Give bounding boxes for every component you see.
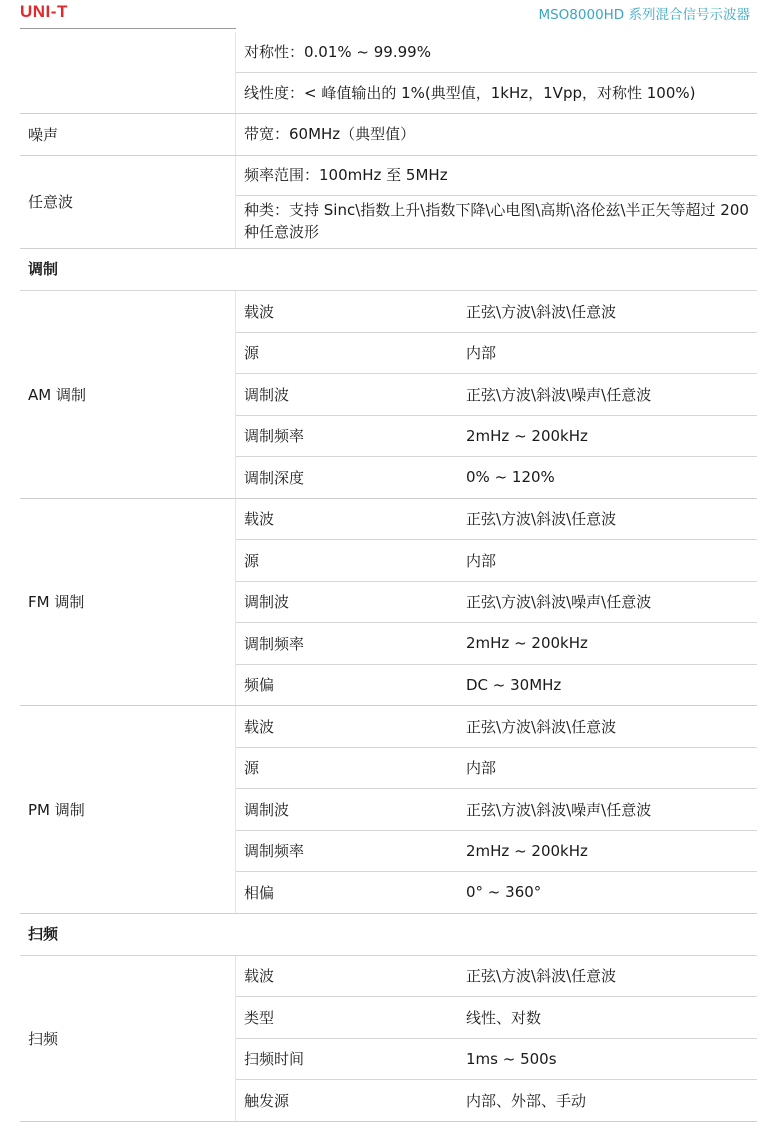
- param-name: 调制波: [244, 385, 290, 404]
- param-name: 载波: [244, 510, 275, 529]
- param-value: 0% ~ 120%: [466, 468, 555, 487]
- table-row: [236, 374, 757, 416]
- param-name: 调制频率: [244, 634, 305, 653]
- table-row: [236, 291, 757, 333]
- page-header: [0, 0, 780, 30]
- param-name: 载波: [244, 717, 275, 736]
- param-name: 载波: [244, 302, 275, 321]
- table-row: [236, 416, 757, 458]
- table-row: [236, 789, 757, 831]
- section-heading-sweep: 扫频: [20, 914, 757, 956]
- param-name: 调制频率: [244, 842, 305, 861]
- section-heading-modulation: 调制: [20, 249, 757, 291]
- param-value: 内部: [466, 551, 497, 570]
- param-value: 内部: [466, 344, 497, 363]
- table-row: [236, 540, 757, 582]
- group-label-am: AM 调制: [20, 291, 236, 498]
- param-value: 正弦\方波\斜波\任意波: [466, 717, 617, 736]
- table-row: [236, 333, 757, 375]
- table-row: [236, 1039, 757, 1081]
- table-row: [236, 831, 757, 873]
- param-value: 2mHz ~ 200kHz: [466, 841, 588, 860]
- table-row: [236, 872, 757, 913]
- sweep-group: [20, 956, 757, 1122]
- spec-line-linearity: 线性度：< 峰值输出的 1%(典型值，1kHz，1Vpp，对称性 100%): [244, 83, 696, 102]
- param-value: 正弦\方波\斜波\噪声\任意波: [466, 593, 652, 612]
- param-value: 正弦\方波\斜波\任意波: [466, 510, 617, 529]
- param-value: 正弦\方波\斜波\噪声\任意波: [466, 800, 652, 819]
- param-value: 2mHz ~ 200kHz: [466, 634, 588, 653]
- header-divider: [20, 28, 236, 29]
- spec-table: [20, 32, 757, 1122]
- group-label-pm: PM 调制: [20, 706, 236, 913]
- group-label-fm: FM 调制: [20, 499, 236, 706]
- table-row: [236, 706, 757, 748]
- param-value: 2mHz ~ 200kHz: [466, 426, 588, 445]
- table-row: [236, 623, 757, 665]
- param-name: 相偏: [244, 883, 275, 902]
- param-value: 1ms ~ 500s: [466, 1049, 557, 1068]
- am-group: [20, 291, 757, 499]
- param-name: 扫频时间: [244, 1050, 305, 1069]
- param-name: 源: [244, 551, 260, 570]
- table-row: [236, 997, 757, 1039]
- param-value: 内部: [466, 759, 497, 778]
- group-label-arb: 任意波: [20, 156, 236, 249]
- param-name: 调制波: [244, 800, 290, 819]
- param-name: 调制深度: [244, 468, 305, 487]
- fm-group: [20, 499, 757, 707]
- spec-line-arb-frequency: 频率范围：100mHz 至 5MHz: [236, 156, 757, 197]
- table-row: [236, 748, 757, 790]
- param-value: 正弦\方波\斜波\噪声\任意波: [466, 385, 652, 404]
- symmetry-linearity-group: [20, 32, 757, 114]
- spec-line-noise-bandwidth: 带宽：60MHz（典型值）: [244, 125, 416, 143]
- pm-group: [20, 706, 757, 914]
- table-row: [236, 582, 757, 624]
- param-name: 源: [244, 759, 260, 778]
- group-label-sweep: 扫频: [20, 956, 236, 1121]
- noise-group: [20, 114, 757, 156]
- table-row: [236, 665, 757, 706]
- param-name: 调制频率: [244, 427, 305, 446]
- group-label-noise: 噪声: [20, 114, 236, 155]
- spec-line-arb-types: 种类：支持 Sinc\指数上升\指数下降\心电图\高斯\洛伦兹\半正矢等超过 200 种任意波形: [244, 200, 749, 241]
- param-value: DC ~ 30MHz: [466, 675, 562, 694]
- param-value: 0° ~ 360°: [466, 883, 542, 902]
- param-name: 频偏: [244, 676, 275, 695]
- param-value: 内部、外部、手动: [466, 1091, 587, 1110]
- param-name: 源: [244, 344, 260, 363]
- table-row: [236, 457, 757, 498]
- param-name: 触发源: [244, 1091, 290, 1110]
- table-row: [236, 499, 757, 541]
- param-name: 调制波: [244, 593, 290, 612]
- param-value: 正弦\方波\斜波\任意波: [466, 967, 617, 986]
- table-row: [236, 1080, 757, 1121]
- group-label-empty: [20, 32, 236, 113]
- param-name: 类型: [244, 1008, 275, 1027]
- param-value: 正弦\方波\斜波\任意波: [466, 302, 617, 321]
- document-title: MSO8000HD 系列混合信号示波器: [538, 7, 750, 23]
- brand-logo: UNI-T: [20, 2, 68, 21]
- param-value: 线性、对数: [466, 1008, 542, 1027]
- param-name: 载波: [244, 967, 275, 986]
- table-row: [236, 956, 757, 998]
- spec-line-symmetry: 对称性：0.01% ~ 99.99%: [236, 32, 757, 73]
- arb-group: [20, 156, 757, 250]
